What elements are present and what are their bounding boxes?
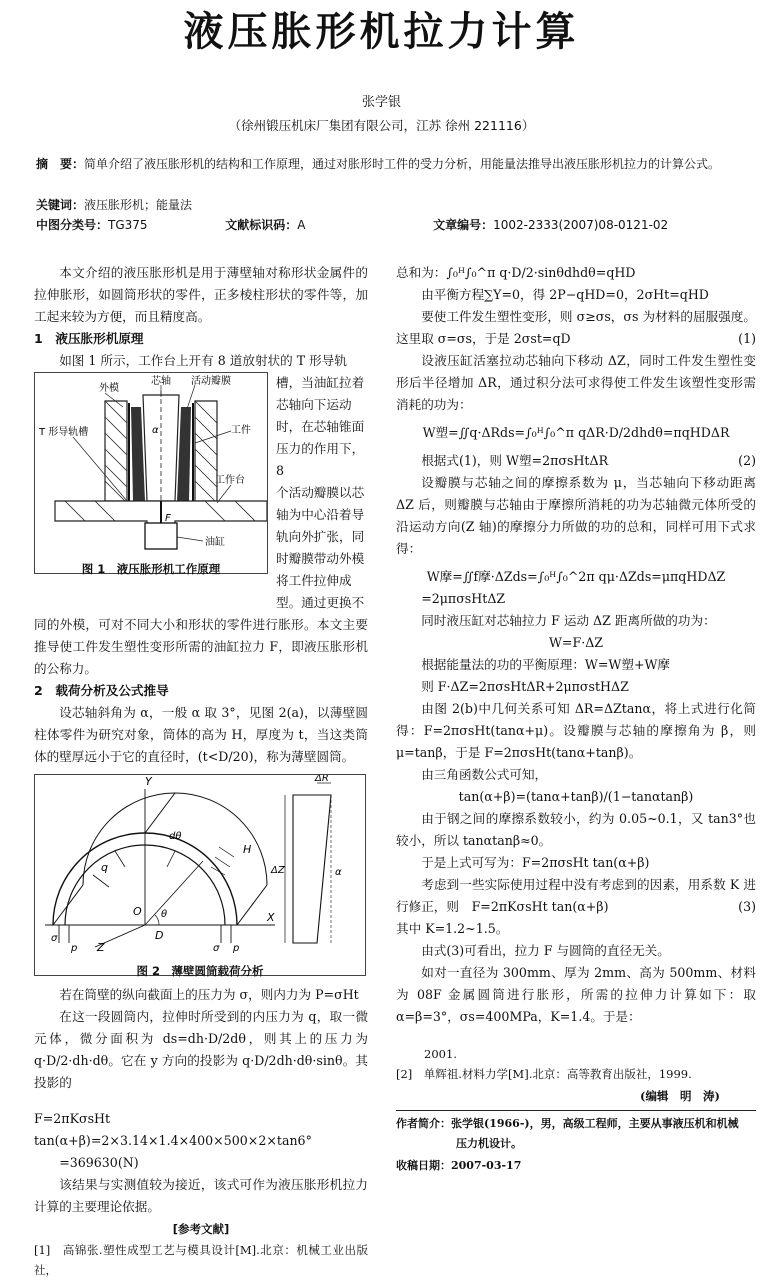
section-1-title: 1 液压胀形机原理 — [34, 331, 144, 346]
s1-line-5: 个活动瓣膜以芯 — [276, 485, 365, 500]
s1-line-10: 型。通过更换不 — [276, 595, 365, 610]
energy-balance: 根据能量法的功的平衡原理：W=W塑+W摩 — [421, 657, 671, 672]
articleno-value: 1002-2333(2007)08-0121-02 — [493, 218, 669, 232]
paper-title: 液压胀形机拉力计算 — [183, 9, 580, 55]
keywords-text: 液压胀形机；能量法 — [84, 198, 193, 212]
received-date: 收稿日期：2007-03-17 — [396, 1159, 522, 1172]
figure-1-caption: 图 1 液压胀形机工作原理 — [81, 562, 221, 576]
fig2-label-q: q — [101, 861, 108, 874]
s1-line-3: 时，在芯轴锥面 — [276, 419, 365, 434]
keywords — [36, 195, 736, 215]
fig2-label-X: X — [267, 911, 275, 924]
s1-line-6: 轴为中心沿着导 — [276, 507, 365, 522]
articleno-label: 文章编号： — [433, 218, 494, 232]
reference-2: [2] 单辉祖.材料力学[M].北京：高等教育出版社，1999. — [396, 1067, 692, 1081]
references-title: [参考文献] — [172, 1222, 230, 1236]
fig2-label-O: O — [133, 905, 142, 918]
abstract — [36, 154, 736, 174]
calc-line-2: =369630(N) — [59, 1155, 139, 1170]
figure-2-caption: 图 2 薄壁圆筒载荷分析 — [136, 964, 264, 978]
eq-combined: 则 F·ΔZ=2πσsHtΔR+2μπσstHΔZ — [421, 679, 629, 694]
fig2-label-alpha: α — [335, 867, 342, 878]
editor-note: (编辑 明 涛) — [640, 1089, 720, 1103]
geometry-paragraph: 由图 2(b)中几何关系可知 ΔR=ΔZtanα，将上式进行化简得：F=2πσsHt(tanα+μ)。设瓣膜与芯轴的摩擦角为 β，则 μ=tanβ，于是 F=2πσsHt(tanα+tanβ)。 — [396, 701, 756, 760]
eq-trig: tan(α+β)=(tanα+tanβ)/(1−tanαtanβ) — [458, 789, 694, 804]
fig1-label-cylinder: 油缸 — [205, 537, 225, 548]
keywords-label: 关键词： — [36, 198, 85, 212]
fig2-label-sigma-left: σ — [51, 933, 58, 944]
section-2-title: 2 载荷分析及公式推导 — [34, 683, 169, 698]
affiliation: （徐州锻压机床厂集团有限公司，江苏 徐州 221116） — [228, 118, 535, 133]
abstract-text: 简单介绍了液压胀形机的结构和工作原理，通过对胀形时工件的受力分析，用能量法推导出液压胀形机拉力的计算公式。 — [84, 157, 721, 171]
eq-number-2: (2) — [738, 453, 756, 468]
eq-number-1: (1) — [738, 331, 756, 346]
fig1-label-core: 芯轴 — [151, 376, 171, 387]
figure-1-drawing — [35, 373, 267, 551]
reference-1: [1] 高锦张.塑性成型工艺与模具设计[M].北京：机械工业出版社， — [34, 1243, 368, 1277]
doccode-value: A — [297, 218, 306, 232]
s1-line-2: 芯轴向下运动 — [276, 397, 352, 412]
figure-2 — [34, 774, 366, 976]
fig1-label-outer: 外模 — [99, 383, 119, 394]
diameter-note: 由式(3)可看出，拉力 F 与圆筒的直径无关。 — [421, 943, 670, 958]
abstract-label: 摘 要： — [36, 157, 85, 171]
clc-label: 中图分类号： — [36, 218, 109, 232]
intro-paragraph: 本文介绍的液压胀形机是用于薄壁轴对称形状金属件的拉伸胀形，如圆筒形状的零件，正多棱柱形状的零件等，加工起来较为方便，而且精度高。 — [34, 265, 368, 324]
fig1-label-work: 工件 — [231, 425, 251, 436]
reference-1-tail: 2001. — [424, 1047, 457, 1061]
fig2-label-dtheta: dθ — [169, 831, 182, 842]
after-fig2-paragraph: 在这一段圆筒内，拉伸时所受到的内压力为 q，取一微元体，微分面积为 ds=dh·D/2dθ，则其上的压力为 q·D/2·dh·dθ。它在 y 方向的投影为 q·D/2dh·dθ·sinθ。其投影的 — [34, 1009, 368, 1090]
author-bio-line2: 压力机设计。 — [456, 1137, 522, 1150]
author-bio-line1: 作者简介：张学银(1966-)，男，高级工程师，主要从事液压机和机械 — [396, 1117, 739, 1130]
author: 张学银 — [361, 95, 401, 110]
s1-line-0: 如图 1 所示，工作台上开有 8 道放射状的 T 形导轨 — [59, 353, 347, 368]
eq-balance: 由平衡方程∑Y=0，得 2P−qHD=0，2σHt=qHD — [421, 287, 709, 302]
s1-tail: 同的外模，可对不同大小和形状的零件进行胀形。本文主要推导使工件发生塑性变形所需的油缸拉力 F，即液压胀形机的公称力。 — [34, 617, 368, 676]
calc-line-1: F=2πKσsHt tan(α+β)=2×3.14×1.4×400×500×2×tan6° — [34, 1111, 312, 1148]
eq-force-work: W=F·ΔZ — [548, 635, 604, 650]
eq-number-3: (3) — [738, 899, 756, 914]
fig2-label-p-left: p — [71, 943, 78, 953]
fig1-label-petal: 活动瓣膜 — [191, 376, 231, 387]
eq-friction-result: =2μπσsHtΔZ — [421, 591, 506, 606]
eq-plastic-work: W塑=∬q·ΔRds=∫₀ᴴ∫₀^π qΔR·D/2dhdθ=πqHDΔR — [422, 425, 730, 440]
s2-paragraph: 设芯轴斜角为 α，一般 α 取 3°，见图 2(a)，以薄壁圆柱体零件为研究对象，筒体的高为 H，厚度为 t，当这类筒体的壁厚远小于它的直径时，(t<D/20)，称为薄壁圆筒。 — [34, 705, 368, 764]
fig2-label-theta: θ — [161, 909, 168, 920]
s1-line-7: 轨向外扩张，同 — [276, 529, 365, 544]
fig1-label-force: F — [165, 513, 171, 524]
figure-2-drawing — [35, 775, 365, 953]
classification-line — [36, 215, 736, 235]
doccode-label: 文献标识码： — [225, 218, 298, 232]
right-column — [396, 262, 756, 1028]
fig2-label-H: H — [243, 843, 252, 856]
fig1-label-table: 工作台 — [215, 475, 245, 486]
work-paragraph: 设液压缸活塞拉动芯轴向下移动 ΔZ，同时工件发生塑性变形后半径增加 ΔR，通过积分法可求得使工件发生该塑性变形需消耗的功为： — [396, 353, 756, 412]
s1-line-1: 槽，当油缸拉着 — [276, 375, 365, 390]
after-fig2-line1: 若在筒壁的纵向截面上的压力为 σ，则内力为 P=σHt — [59, 987, 359, 1002]
force-work-paragraph: 同时液压缸对芯轴拉力 F 运动 ΔZ 距离所做的功为： — [421, 613, 716, 628]
footnote-divider — [396, 1110, 756, 1111]
example-paragraph: 如对一直径为 300mm、厚为 2mm、高为 500mm、材料为 08F 金属圆筒进行胀形，所需的拉伸力计算如下：取 α=β=3°，σs=400MPa，K=1.4。于是： — [396, 965, 756, 1024]
fig1-label-alpha: α — [152, 425, 159, 436]
left-column — [34, 262, 368, 1280]
s1-line-9: 将工件拉伸成 — [276, 573, 352, 588]
fig2-label-D: D — [155, 929, 164, 942]
clc-value: TG375 — [108, 218, 148, 232]
yield-paragraph: 要使工件发生塑性变形，则 σ≥σs，σs 为材料的屈服强度。这里取 σ=σs，于是 2σst=qD — [396, 309, 756, 346]
fig2-label-sigma-right: σ — [213, 943, 220, 953]
fig1-label-tslot: T 形导轨槽 — [39, 427, 89, 438]
s1-line-8: 时瓣膜带动外模 — [276, 551, 365, 566]
fig2-label-p-right: p — [233, 943, 240, 953]
trig-intro: 由三角函数公式可知， — [421, 767, 548, 782]
fig2-label-Y: Y — [145, 775, 152, 788]
figure-1 — [34, 372, 268, 574]
conclusion-paragraph: 该结果与实测值较为接近，该式可作为液压胀形机拉力计算的主要理论依据。 — [34, 1177, 368, 1214]
k-range: 其中 K=1.2~1.5。 — [396, 921, 509, 936]
eq-plastic-result: 根据式(1)，则 W塑=2πσsHtΔR — [421, 453, 609, 468]
fig2-label-Z: Z — [97, 941, 105, 953]
eq-simplified: 于是上式可写为：F=2πσsHt tan(α+β) — [421, 855, 650, 870]
friction-paragraph: 设瓣膜与芯轴之间的摩擦系数为 μ，当芯轴向下移动距离 ΔZ 后，则瓣膜与芯轴由于摩擦所消耗的功为芯轴微元体所受的沿运动方向(Z 轴)的摩擦分力所做的功的总和，同样可用下式求得： — [396, 475, 756, 556]
friction-small-paragraph: 由于钢之间的摩擦系数较小，约为 0.05~0.1，又 tan3°也较小，所以 tanαtanβ≈0。 — [396, 811, 756, 848]
s1-line-4: 压力的作用下，8 — [276, 441, 365, 478]
s1-wrap-text — [268, 372, 368, 614]
fig2-label-dZ: ΔZ — [271, 865, 285, 876]
eq-sum: 总和为：∫₀ᴴ∫₀^π q·D/2·sinθdhdθ=qHD — [396, 265, 636, 280]
correction-paragraph: 考虑到一些实际使用过程中没有考虑到的因素，用系数 K 进行修正，则 F=2πKσsHt tan(α+β) — [396, 877, 756, 914]
eq-friction-work: W摩=∬f摩·ΔZds=∫₀ᴴ∫₀^2π qμ·ΔZds=μπqHDΔZ — [426, 569, 726, 584]
fig2-label-dR: ΔR — [315, 775, 329, 784]
